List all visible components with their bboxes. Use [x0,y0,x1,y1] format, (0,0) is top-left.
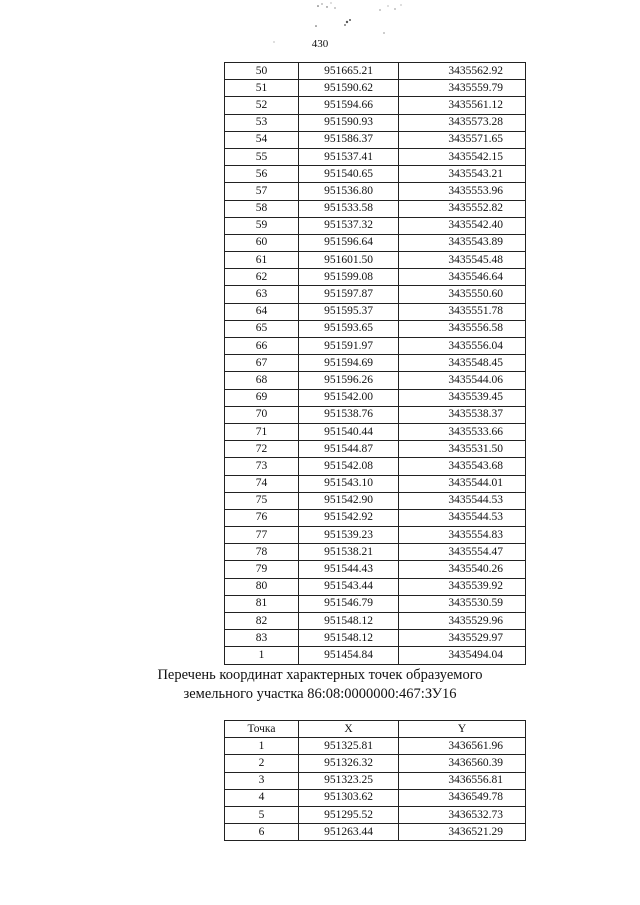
table-row [225,755,526,772]
x-coordinate-cell: 951540.44 [299,423,399,440]
table-row [225,806,526,823]
x-coordinate-cell: 951548.12 [299,613,399,630]
x-coordinate-cell: 951601.50 [299,252,399,269]
table-row [225,630,526,647]
y-coordinate-cell: 3436560.39 [399,755,526,772]
column-header-y: Y [399,721,526,738]
x-coordinate-cell: 951665.21 [299,63,399,80]
column-header-x: X [299,721,399,738]
table-row [225,338,526,355]
x-coordinate-cell: 951540.65 [299,166,399,183]
x-coordinate-cell: 951542.00 [299,389,399,406]
point-number-cell: 54 [225,131,299,148]
point-number-cell: 6 [225,824,299,841]
point-number-cell: 3 [225,772,299,789]
point-number-cell: 52 [225,97,299,114]
table-row [225,148,526,165]
x-coordinate-cell: 951538.21 [299,544,399,561]
point-number-cell: 80 [225,578,299,595]
point-number-cell: 56 [225,166,299,183]
point-number-cell: 74 [225,475,299,492]
table-row [225,544,526,561]
point-number-cell: 77 [225,527,299,544]
point-number-cell: 70 [225,406,299,423]
point-number-cell: 71 [225,423,299,440]
x-coordinate-cell: 951536.80 [299,183,399,200]
x-coordinate-cell: 951325.81 [299,738,399,755]
table-row [225,320,526,337]
y-coordinate-cell: 3435552.82 [399,200,526,217]
y-coordinate-cell: 3435543.68 [399,458,526,475]
table-row [225,475,526,492]
point-number-cell: 67 [225,355,299,372]
x-coordinate-cell: 951543.44 [299,578,399,595]
point-number-cell: 55 [225,148,299,165]
y-coordinate-cell: 3435530.59 [399,595,526,612]
x-coordinate-cell: 951542.08 [299,458,399,475]
x-coordinate-cell: 951591.97 [299,338,399,355]
point-number-cell: 2 [225,755,299,772]
table-row [225,509,526,526]
y-coordinate-cell: 3436532.73 [399,806,526,823]
point-number-cell: 65 [225,320,299,337]
y-coordinate-cell: 3435542.15 [399,148,526,165]
y-coordinate-cell: 3435539.92 [399,578,526,595]
point-number-cell: 73 [225,458,299,475]
table-row [225,423,526,440]
point-number-cell: 82 [225,613,299,630]
x-coordinate-cell: 951548.12 [299,630,399,647]
coordinates-table-body [225,738,526,841]
y-coordinate-cell: 3435543.89 [399,234,526,251]
x-coordinate-cell: 951597.87 [299,286,399,303]
point-number-cell: 50 [225,63,299,80]
table-row [225,406,526,423]
x-coordinate-cell: 951533.58 [299,200,399,217]
x-coordinate-cell: 951454.84 [299,647,399,664]
x-coordinate-cell: 951546.79 [299,595,399,612]
point-number-cell: 57 [225,183,299,200]
table-row [225,355,526,372]
x-coordinate-cell: 951542.92 [299,509,399,526]
section-heading-line-2: земельного участка 86:08:0000000:467:ЗУ16 [183,686,457,702]
scan-specks [0,0,640,60]
x-coordinate-cell: 951596.64 [299,234,399,251]
table-row [225,166,526,183]
y-coordinate-cell: 3435544.01 [399,475,526,492]
table-row [225,269,526,286]
table-row [225,183,526,200]
section-heading [0,666,640,704]
y-coordinate-cell: 3435554.83 [399,527,526,544]
y-coordinate-cell: 3435529.97 [399,630,526,647]
point-number-cell: 79 [225,561,299,578]
table-row [225,458,526,475]
x-coordinate-cell: 951263.44 [299,824,399,841]
point-number-cell: 5 [225,806,299,823]
point-number-cell: 59 [225,217,299,234]
y-coordinate-cell: 3436521.29 [399,824,526,841]
point-number-cell: 60 [225,234,299,251]
column-header-point: Точка [225,721,299,738]
coordinates-table-body [225,63,526,665]
table-row [225,97,526,114]
x-coordinate-cell: 951303.62 [299,789,399,806]
y-coordinate-cell: 3435529.96 [399,613,526,630]
table-row [225,372,526,389]
point-number-cell: 58 [225,200,299,217]
table-row [225,492,526,509]
coordinates-table-zu16 [224,720,526,841]
table-row [225,303,526,320]
x-coordinate-cell: 951326.32 [299,755,399,772]
y-coordinate-cell: 3435540.26 [399,561,526,578]
point-number-cell: 63 [225,286,299,303]
table-row [225,561,526,578]
x-coordinate-cell: 951537.41 [299,148,399,165]
y-coordinate-cell: 3435542.40 [399,217,526,234]
table-row [225,578,526,595]
y-coordinate-cell: 3435544.53 [399,509,526,526]
table-row [225,114,526,131]
y-coordinate-cell: 3435551.78 [399,303,526,320]
x-coordinate-cell: 951544.43 [299,561,399,578]
y-coordinate-cell: 3436549.78 [399,789,526,806]
x-coordinate-cell: 951544.87 [299,441,399,458]
y-coordinate-cell: 3435545.48 [399,252,526,269]
x-coordinate-cell: 951593.65 [299,320,399,337]
table-row [225,252,526,269]
point-number-cell: 62 [225,269,299,286]
table-row [225,80,526,97]
y-coordinate-cell: 3435559.79 [399,80,526,97]
table-row [225,647,526,664]
table-row [225,63,526,80]
table-row [225,772,526,789]
point-number-cell: 66 [225,338,299,355]
section-heading-line-1: Перечень координат характерных точек образуемого [157,667,483,683]
coordinates-table-continued [224,62,526,665]
point-number-cell: 51 [225,80,299,97]
y-coordinate-cell: 3435553.96 [399,183,526,200]
x-coordinate-cell: 951594.66 [299,97,399,114]
point-number-cell: 1 [225,647,299,664]
y-coordinate-cell: 3435533.66 [399,423,526,440]
x-coordinate-cell: 951542.90 [299,492,399,509]
y-coordinate-cell: 3435538.37 [399,406,526,423]
table-row [225,824,526,841]
y-coordinate-cell: 3435561.12 [399,97,526,114]
y-coordinate-cell: 3435544.06 [399,372,526,389]
x-coordinate-cell: 951586.37 [299,131,399,148]
x-coordinate-cell: 951590.62 [299,80,399,97]
table-row [225,131,526,148]
x-coordinate-cell: 951539.23 [299,527,399,544]
y-coordinate-cell: 3435494.04 [399,647,526,664]
table-row [225,595,526,612]
x-coordinate-cell: 951596.26 [299,372,399,389]
y-coordinate-cell: 3435531.50 [399,441,526,458]
table-row [225,738,526,755]
x-coordinate-cell: 951590.93 [299,114,399,131]
y-coordinate-cell: 3435543.21 [399,166,526,183]
point-number-cell: 81 [225,595,299,612]
point-number-cell: 83 [225,630,299,647]
y-coordinate-cell: 3435556.04 [399,338,526,355]
table-row [225,200,526,217]
table-row [225,234,526,251]
point-number-cell: 4 [225,789,299,806]
point-number-cell: 68 [225,372,299,389]
y-coordinate-cell: 3435562.92 [399,63,526,80]
page-number: 430 [311,38,329,50]
y-coordinate-cell: 3435544.53 [399,492,526,509]
point-number-cell: 76 [225,509,299,526]
y-coordinate-cell: 3435548.45 [399,355,526,372]
y-coordinate-cell: 3435539.45 [399,389,526,406]
point-number-cell: 61 [225,252,299,269]
y-coordinate-cell: 3435571.65 [399,131,526,148]
table-row [225,789,526,806]
point-number-cell: 69 [225,389,299,406]
point-number-cell: 64 [225,303,299,320]
point-number-cell: 1 [225,738,299,755]
x-coordinate-cell: 951595.37 [299,303,399,320]
x-coordinate-cell: 951543.10 [299,475,399,492]
table-row [225,613,526,630]
table-row [225,527,526,544]
table-row [225,389,526,406]
point-number-cell: 75 [225,492,299,509]
table-header-row [225,721,526,738]
x-coordinate-cell: 951599.08 [299,269,399,286]
x-coordinate-cell: 951295.52 [299,806,399,823]
x-coordinate-cell: 951538.76 [299,406,399,423]
point-number-cell: 72 [225,441,299,458]
point-number-cell: 78 [225,544,299,561]
y-coordinate-cell: 3436561.96 [399,738,526,755]
x-coordinate-cell: 951323.25 [299,772,399,789]
table-row [225,217,526,234]
table-row [225,441,526,458]
point-number-cell: 53 [225,114,299,131]
x-coordinate-cell: 951594.69 [299,355,399,372]
table-row [225,286,526,303]
y-coordinate-cell: 3435556.58 [399,320,526,337]
x-coordinate-cell: 951537.32 [299,217,399,234]
y-coordinate-cell: 3436556.81 [399,772,526,789]
y-coordinate-cell: 3435573.28 [399,114,526,131]
y-coordinate-cell: 3435554.47 [399,544,526,561]
y-coordinate-cell: 3435546.64 [399,269,526,286]
y-coordinate-cell: 3435550.60 [399,286,526,303]
